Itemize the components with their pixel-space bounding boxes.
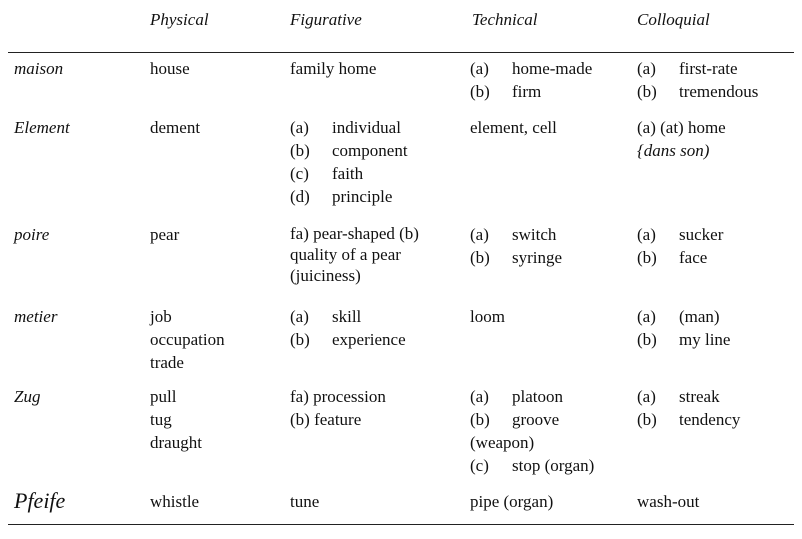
item-label: (a): [637, 59, 656, 78]
item-label: (c): [470, 456, 489, 475]
bottom-rule: [8, 524, 794, 525]
item-text: platoon: [512, 387, 563, 406]
cell-line: family home: [290, 59, 377, 78]
cell-line: tug: [150, 410, 172, 429]
header-technical: Technical: [472, 10, 538, 29]
term-zug: Zug: [14, 387, 41, 406]
cell-line: [637, 305, 730, 328]
physical-cell: [150, 490, 199, 513]
item-label: (a): [637, 387, 656, 406]
figurative-cell: [290, 57, 376, 80]
term-element: Element: [14, 118, 70, 137]
cell-line: [290, 185, 408, 208]
physical-cell: [150, 385, 202, 454]
cell-line: [290, 139, 408, 162]
colloquial-cell: [637, 57, 758, 103]
technical-cell: [470, 385, 594, 477]
cell-line: whistle: [150, 492, 200, 511]
term-poire: poire: [14, 225, 50, 244]
cell-line: [637, 80, 758, 103]
cell-line: [637, 385, 740, 408]
cell-line: pear: [150, 225, 180, 244]
header-physical: Physical: [150, 10, 209, 29]
item-label: (b): [470, 82, 490, 101]
item-label: (a): [637, 225, 656, 244]
colloquial-cell: [637, 490, 699, 513]
figurative-cell: [290, 490, 319, 513]
item-label: (b): [470, 410, 490, 429]
cell-line: tune: [290, 492, 320, 511]
cell-line: [637, 223, 723, 246]
item-text: (man): [679, 307, 720, 326]
cell-line: (weapon): [470, 433, 535, 452]
cell-line: (a) (at) home: [637, 118, 726, 137]
item-label: (b): [470, 248, 490, 267]
cell-line: [637, 328, 730, 351]
cell-line: [470, 454, 594, 477]
cell-line: [637, 57, 758, 80]
item-text: experience: [332, 330, 406, 349]
item-label: (a): [470, 387, 489, 406]
item-text: switch: [512, 225, 557, 244]
item-text: firm: [512, 82, 542, 101]
colloquial-cell: [637, 305, 730, 351]
colloquial-cell: [637, 223, 723, 269]
technical-cell: [470, 305, 505, 328]
cell-line: wash-out: [637, 492, 700, 511]
cell-line: fa) pear-shaped (b): [290, 224, 419, 243]
figurative-cell: [290, 223, 419, 286]
cell-line: [290, 328, 406, 351]
item-text: faith: [332, 164, 364, 183]
colloquial-cell: [637, 385, 740, 431]
cell-line: pipe (organ): [470, 492, 554, 511]
item-text: face: [679, 248, 708, 267]
item-label: (d): [290, 187, 310, 206]
cell-line: [470, 246, 562, 269]
item-label: (a): [290, 307, 309, 326]
item-text: syringe: [512, 248, 563, 267]
cell-line: dement: [150, 118, 201, 137]
figurative-cell: [290, 385, 386, 431]
item-label: (a): [290, 118, 309, 137]
item-text: tremendous: [679, 82, 759, 101]
cell-line: fa) procession: [290, 387, 386, 406]
item-label: (a): [637, 307, 656, 326]
figurative-cell: [290, 116, 408, 208]
cell-line: pull: [150, 387, 177, 406]
physical-cell: [150, 305, 225, 374]
cell-line: [637, 408, 740, 431]
header-figurative: Figurative: [290, 10, 362, 29]
cell-line: [290, 162, 408, 185]
header-colloquial: Colloquial: [637, 10, 710, 29]
cell-line: loom: [470, 307, 505, 326]
cell-line: [470, 223, 562, 246]
technical-cell: [470, 116, 557, 139]
technical-cell: [470, 490, 553, 513]
item-label: (b): [637, 410, 657, 429]
cell-line: [470, 408, 594, 431]
item-label: (a): [470, 59, 489, 78]
item-label: (b): [637, 248, 657, 267]
item-text: groove: [512, 410, 560, 429]
technical-cell: [470, 223, 562, 269]
cell-line: quality of a pear: [290, 245, 401, 264]
item-label: (b): [290, 141, 310, 160]
item-text: home-made: [512, 59, 593, 78]
cell-line: [290, 305, 406, 328]
item-text: first-rate: [679, 59, 738, 78]
term-maison: maison: [14, 59, 64, 78]
cell-line: [470, 57, 592, 80]
item-text: principle: [332, 187, 393, 206]
term-metier: metier: [14, 307, 58, 326]
item-label: (c): [290, 164, 309, 183]
cell-line: occupation: [150, 330, 225, 349]
figurative-cell: [290, 305, 406, 351]
item-label: (a): [470, 225, 489, 244]
physical-cell: [150, 116, 200, 139]
item-label: (b): [637, 82, 657, 101]
term-pfeife: Pfeife: [14, 488, 66, 513]
cell-line: [637, 246, 723, 269]
item-text: skill: [332, 307, 362, 326]
cell-line: [290, 116, 408, 139]
item-text: stop (organ): [512, 456, 595, 475]
item-label: (b): [637, 330, 657, 349]
item-text: individual: [332, 118, 401, 137]
item-text: streak: [679, 387, 720, 406]
cell-line: [470, 80, 592, 103]
cell-line: trade: [150, 353, 184, 372]
physical-cell: [150, 223, 179, 246]
cell-line: (juiciness): [290, 266, 361, 285]
cell-line: (b) feature: [290, 410, 362, 429]
cell-line: [470, 385, 594, 408]
item-text: sucker: [679, 225, 724, 244]
physical-cell: [150, 57, 190, 80]
header-rule: [8, 52, 794, 53]
cell-line: {dans son): [637, 141, 710, 160]
colloquial-cell: [637, 116, 726, 162]
cell-line: draught: [150, 433, 202, 452]
cell-line: job: [150, 307, 172, 326]
cell-line: house: [150, 59, 190, 78]
item-text: tendency: [679, 410, 741, 429]
item-text: my line: [679, 330, 731, 349]
item-text: component: [332, 141, 408, 160]
cell-line: element, cell: [470, 118, 557, 137]
item-label: (b): [290, 330, 310, 349]
technical-cell: [470, 57, 592, 103]
